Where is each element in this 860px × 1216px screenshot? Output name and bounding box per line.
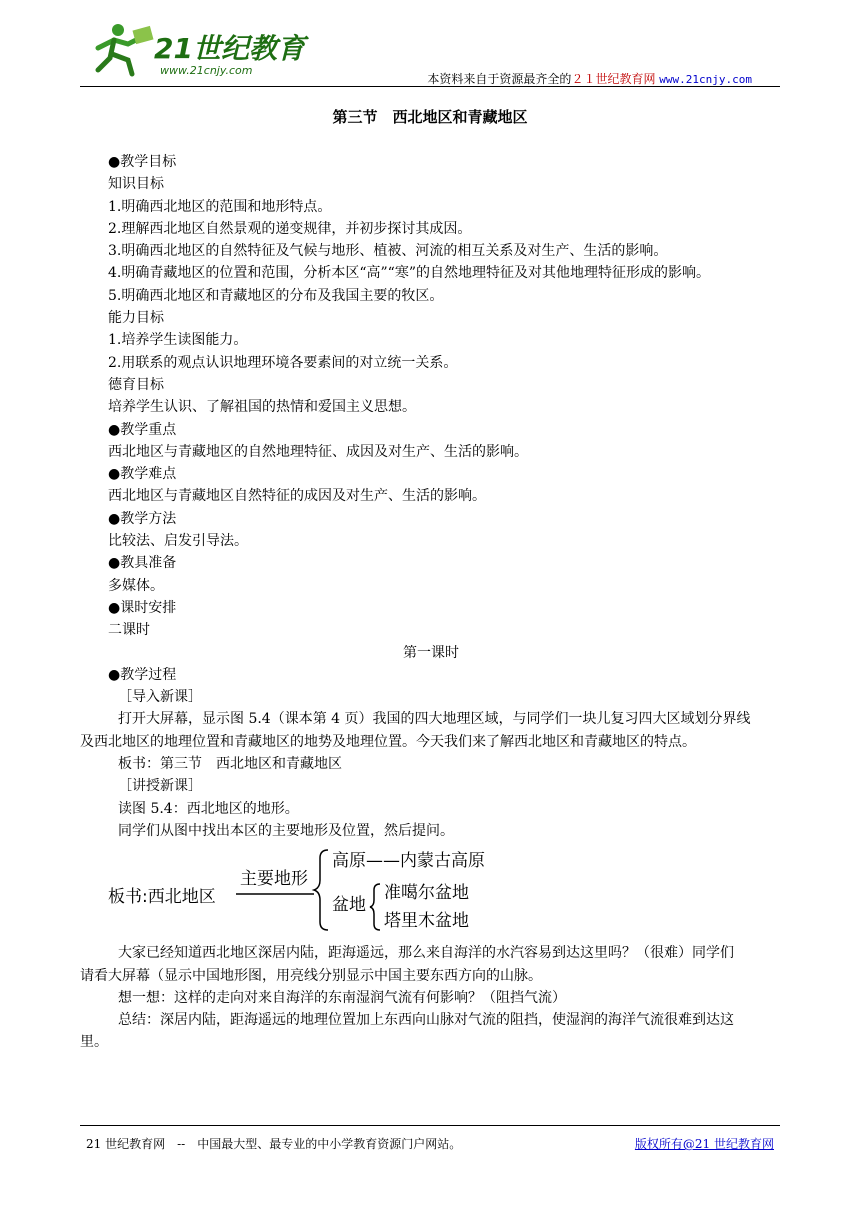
logo-url: www.21cnjy.com <box>160 64 253 77</box>
body-line: ●教学目标 <box>108 154 177 170</box>
body-line: 西北地区与青藏地区的自然地理特征、成因及对生产、生活的影响。 <box>108 443 528 460</box>
body-line: 西北地区与青藏地区自然特征的成因及对生产、生活的影响。 <box>108 488 486 505</box>
intro-paragraph-line: 及西北地区的地理位置和青藏地区的地势及地理位置。今天我们来了解西北地区和青藏地区的特点。 <box>80 733 696 750</box>
board-basin: 盆地 <box>332 895 366 916</box>
body-line: ●教学难点 <box>108 466 177 483</box>
site-logo <box>88 18 305 82</box>
header-note-prefix: 本资料来自于资源最齐全的 <box>427 72 572 86</box>
closing-paragraph-line: 总结：深居内陆，距海遥远的地理位置加上东西向山脉对气流的阻挡，使湿润的海洋气流很难到达这 <box>118 1012 734 1029</box>
footer-left-text: 21 世纪教育网 -- 中国最大型、最专业的中小学教育资源门户网站。 <box>86 1137 462 1151</box>
closing-paragraph-line: 请看大屏幕（显示中国地形图，用亮线分别显示中国主要东西方向的山脉。 <box>80 967 542 984</box>
runner-icon <box>98 24 154 74</box>
document-body <box>80 151 780 1054</box>
board-main: 主要地形 <box>240 869 308 890</box>
body-line: 5.明确西北地区和青藏地区的分布及我国主要的牧区。 <box>108 287 444 304</box>
board-basin-2: 塔里木盆地 <box>384 911 469 932</box>
body-line: 多媒体。 <box>108 577 164 594</box>
body-line: 能力目标 <box>108 310 164 327</box>
footer-copyright-link[interactable]: 版权所有@21 世纪教育网 <box>634 1137 774 1151</box>
blackboard-diagram <box>108 844 780 936</box>
header-note <box>427 70 752 87</box>
board-brace-inner <box>370 884 380 930</box>
intro-paragraph-line: 打开大屏幕，显示图 5.4（课本第 4 页）我国的四大地理区域，与同学们一块儿复习四大区域划分界线 <box>118 711 751 728</box>
body-line: 4.明确青藏地区的位置和范围，分析本区“高”“寒”的自然地理特征及对其他地理特征形成的影响。 <box>108 265 710 282</box>
body-line: 2.理解西北地区自然景观的递变规律，并初步探讨其成因。 <box>108 220 472 237</box>
lesson-heading: 第一课时 <box>403 644 459 661</box>
header-divider <box>80 86 780 87</box>
body-line: ●课时安排 <box>108 599 177 616</box>
process-heading: ●教学过程 <box>108 666 177 683</box>
board-brace-outer <box>314 850 328 930</box>
body-line: 知识目标 <box>108 176 164 193</box>
body-line: 二课时 <box>108 622 150 639</box>
board-svg <box>108 844 528 936</box>
body-line: ●教具准备 <box>108 555 177 572</box>
header-note-url[interactable]: www.21cnjy.com <box>659 73 752 86</box>
body-line: 培养学生认识、了解祖国的热情和爱国主义思想。 <box>108 399 416 416</box>
page-header <box>80 14 780 88</box>
body-line: 德育目标 <box>108 376 164 393</box>
body-line: ●教学重点 <box>108 421 177 438</box>
logo-wordmark: 21世纪教育 <box>154 32 305 65</box>
page-title: 第三节 西北地区和青藏地区 <box>332 108 528 126</box>
page-footer <box>80 1125 780 1151</box>
body-line: ●教学方法 <box>108 510 177 527</box>
body-line: 1.培养学生读图能力。 <box>108 332 248 349</box>
body-line: 2.用联系的观点认识地理环境各要素间的对立统一关系。 <box>108 354 458 371</box>
lecture-tag: ［讲授新课］ <box>118 778 202 795</box>
closing-paragraph-line: 大家已经知道西北地区深居内陆，距海遥远，那么来自海洋的水汽容易到达这里吗？（很难）同学们 <box>118 945 734 962</box>
read-line: 读图 5.4：西北地区的地形。 <box>118 800 299 817</box>
board-basin-1: 准噶尔盆地 <box>384 883 469 904</box>
ask-line: 同学们从图中找出本区的主要地形及位置，然后提问。 <box>118 822 454 839</box>
body-line: 3.明确西北地区的自然特征及气候与地形、植被、河流的相互关系及对生产、生活的影响。 <box>108 243 668 260</box>
intro-tag: ［导入新课］ <box>118 689 202 706</box>
body-line: 1.明确西北地区的范围和地形特点。 <box>108 198 332 215</box>
footer-divider <box>80 1125 780 1126</box>
closing-paragraph-line: 想一想：这样的走向对来自海洋的东南湿润气流有何影响？（阻挡气流） <box>118 989 566 1006</box>
board-line: 板书：第三节 西北地区和青藏地区 <box>118 756 342 773</box>
closing-paragraph-line: 里。 <box>80 1034 108 1051</box>
body-line: 比较法、启发引导法。 <box>108 533 248 550</box>
board-plateau: 高原——内蒙古高原 <box>332 851 485 872</box>
header-note-highlight: ２１世纪教育网 <box>571 72 656 86</box>
board-prefix: 板书:西北地区 <box>108 887 216 908</box>
